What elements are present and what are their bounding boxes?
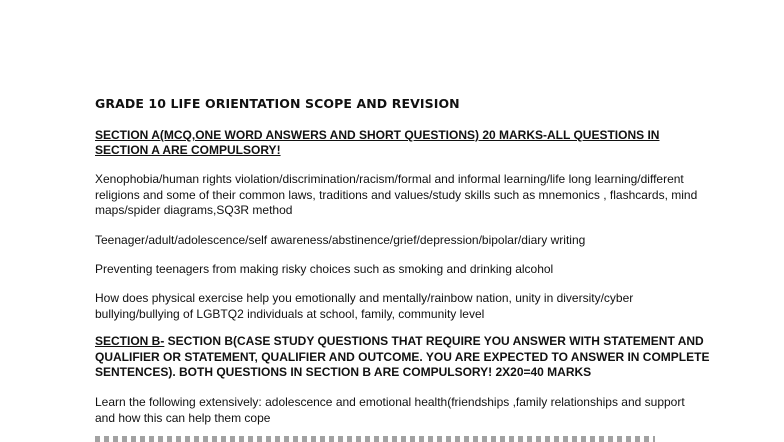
section-b-heading [95, 334, 715, 381]
cut-off-text-line [95, 436, 655, 442]
section-a-heading: SECTION A(MCQ,ONE WORD ANSWERS AND SHORT QUESTIONS) 20 MARKS-ALL QUESTIONS IN SECTION A ARE COMPULSORY! [95, 128, 660, 157]
paragraph-topics-1: Xenophobia/human rights violation/discrimination/racism/formal and informal learning/life long learning/different religions and some of their common laws, traditions and values/study skills such as mnemonics , flashcards, mind maps/spider diagrams,SQ3R method [95, 172, 698, 217]
paragraph-topics-4: How does physical exercise help you emotionally and mentally/rainbow nation, unity in diversity/cyber bullying/bullying of LGBTQ2 individuals at school, family, community level [95, 291, 634, 321]
paragraph-learn: Learn the following extensively: adolescence and emotional health(friendships ,family relationships and support and how this can help them cope [95, 395, 685, 425]
document-title: GRADE 10 LIFE ORIENTATION SCOPE AND REVISION [95, 96, 460, 111]
section-b-label: SECTION B- [95, 334, 165, 348]
paragraph-topics-3: Preventing teenagers from making risky choices such as smoking and drinking alcohol [95, 262, 554, 276]
section-b-text: SECTION B(CASE STUDY QUESTIONS THAT REQUIRE YOU ANSWER WITH STATEMENT AND QUALIFIER OR STATEMENT, QUALIFIER AND OUTCOME. YOU ARE EXPECTED TO ANSWER IN COMPLETE SENTENCES). BOTH QUESTIONS IN SECTION B ARE COMPULSORY! 2X20=40 MARKS [95, 334, 710, 379]
paragraph-topics-2: Teenager/adult/adolescence/self awareness/abstinence/grief/depression/bipolar/diary writing [95, 233, 586, 247]
